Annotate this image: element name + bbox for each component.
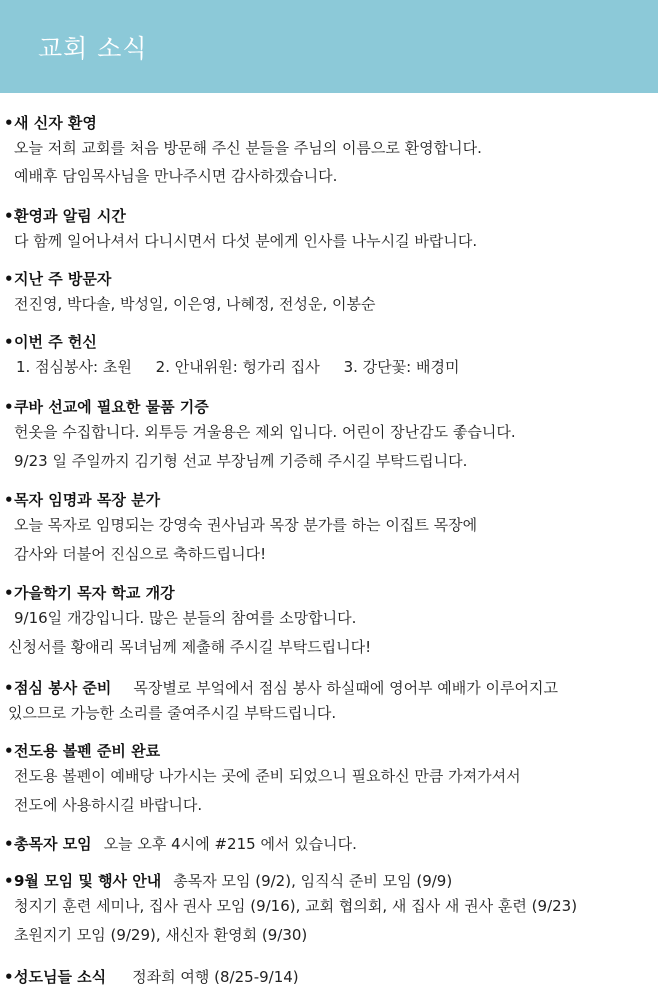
item-title: 새 신자 환영 [14, 114, 97, 132]
item-line: 헌옷을 수집합니다. 외투등 겨울용은 제외 입니다. 어린이 장난감도 좋습니다. [14, 423, 516, 441]
bullet-icon: • [4, 835, 14, 853]
bullet-icon: • [4, 114, 14, 132]
item-line: 청지기 훈련 세미나, 집사 권사 모임 (9/16), 교회 협의회, 새 집사 새 권사 훈련 (9/23) [14, 897, 578, 915]
bullet-icon: • [4, 207, 14, 225]
item-line: 감사와 더불어 진심으로 축하드립니다! [14, 545, 267, 563]
item-line: 있으므로 가능한 소리를 줄여주시길 부탁드립니다. [8, 704, 337, 722]
item-inline-text: 오늘 오후 4시에 #215 에서 있습니다. [103, 835, 357, 853]
news-item-september-events [0, 870, 658, 950]
bullet-icon: • [4, 333, 14, 351]
bullet-icon: • [4, 742, 14, 760]
item-title: 쿠바 선교에 필요한 물품 기증 [14, 398, 209, 416]
item-line: 초원지기 모임 (9/29), 새신자 환영회 (9/30) [14, 926, 308, 944]
item-title: 이번 주 헌신 [14, 333, 97, 351]
item-line: 신청서를 황애리 목녀님께 제출해 주시길 부탁드립니다! [8, 638, 372, 656]
news-item-lunch-service [0, 677, 658, 728]
news-item-cuba-mission [0, 396, 658, 476]
item-line: 전도용 볼펜이 예배당 나가시는 곳에 준비 되었으니 필요하신 만큼 가져가셔서 [14, 767, 521, 785]
bullet-icon: • [4, 872, 14, 890]
item-title: 성도님들 소식 [14, 968, 107, 986]
item-line: 전진영, 박다솔, 박성일, 이은영, 나혜정, 전성운, 이봉순 [14, 295, 376, 313]
bullet-icon: • [4, 270, 14, 288]
news-item-evangelism-pens [0, 740, 658, 820]
item-line: 9/23 일 주일까지 김기형 선교 부장님께 기증해 주시길 부탁드립니다. [14, 452, 468, 470]
item-title: 가을학기 목자 학교 개강 [14, 584, 175, 602]
news-item-greeting-time [0, 205, 658, 256]
item-title: 목자 임명과 목장 분가 [14, 491, 161, 509]
item-line: 다 함께 일어나셔서 다니시면서 다섯 분에게 인사를 나누시길 바랍니다. [14, 232, 478, 250]
bullet-icon: • [4, 398, 14, 416]
item-line: 오늘 저희 교회를 처음 방문해 주신 분들을 주님의 이름으로 환영합니다. [14, 139, 482, 157]
item-title: 9월 모임 및 행사 안내 [14, 872, 162, 890]
bullet-icon: • [4, 679, 14, 697]
news-item-new-members [0, 112, 658, 189]
bullet-icon: • [4, 491, 14, 509]
item-line: 예배후 담임목사님을 만나주시면 감사하겠습니다. [14, 167, 338, 185]
item-title: 총목자 모임 [14, 835, 92, 853]
item-title: 환영과 알림 시간 [14, 207, 126, 225]
bullet-icon: • [4, 968, 14, 986]
news-item-shepherd-appointment [0, 489, 658, 569]
item-inline-text: 목장별로 부엌에서 점심 봉사 하실때에 영어부 예배가 이루어지고 [133, 679, 558, 697]
news-item-last-week-visitors [0, 268, 658, 319]
news-item-autumn-school [0, 582, 658, 662]
item-line: 9/16일 개강입니다. 많은 분들의 참여를 소망합니다. [14, 609, 357, 627]
item-title: 지난 주 방문자 [14, 270, 112, 288]
item-line: 전도에 사용하시길 바랍니다. [14, 796, 203, 814]
item-line: 1. 점심봉사: 초원 2. 안내위원: 헝가리 집사 3. 강단꽃: 배경미 [16, 358, 460, 376]
page-title: 교회 소식 [38, 33, 148, 63]
page-header [0, 0, 658, 93]
item-title: 점심 봉사 준비 [14, 679, 112, 697]
item-line: 오늘 목자로 임명되는 강영숙 권사님과 목장 분가를 하는 이집트 목장에 [14, 516, 478, 534]
news-item-this-week-service [0, 331, 658, 382]
news-item-head-shepherd-meeting [0, 833, 658, 855]
news-item-member-news [0, 966, 658, 988]
bullet-icon: • [4, 584, 14, 602]
item-title: 전도용 볼펜 준비 완료 [14, 742, 161, 760]
item-inline-text: 총목자 모임 (9/2), 임직식 준비 모임 (9/9) [173, 872, 453, 890]
item-inline-text: 정좌희 여행 (8/25-9/14) [132, 968, 299, 986]
